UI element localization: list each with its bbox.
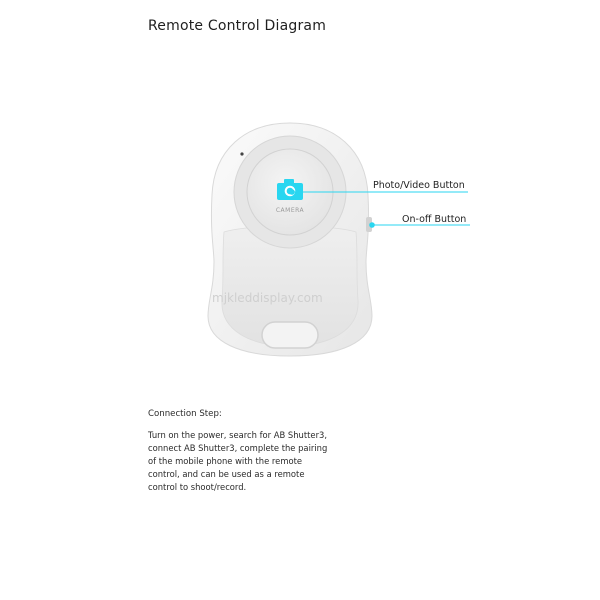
lanyard-hole (262, 322, 318, 348)
connection-steps (148, 408, 348, 494)
photo-video-button-label: Photo/Video Button (373, 180, 465, 191)
camera-caption: CAMERA (275, 207, 305, 214)
connection-heading: Connection Step: (148, 409, 222, 419)
on-off-button-label: On-off Button (402, 214, 467, 225)
connection-body: Turn on the power, search for AB Shutter3, connect AB Shutter3, complete the pairing of the mobile phone with the remote control, and can be used as a remote control to shoot/record. (148, 430, 328, 492)
diagram-title: Remote Control Diagram (148, 18, 327, 34)
watermark: mjkleddisplay.com (212, 291, 323, 305)
indicator-light (240, 152, 243, 155)
